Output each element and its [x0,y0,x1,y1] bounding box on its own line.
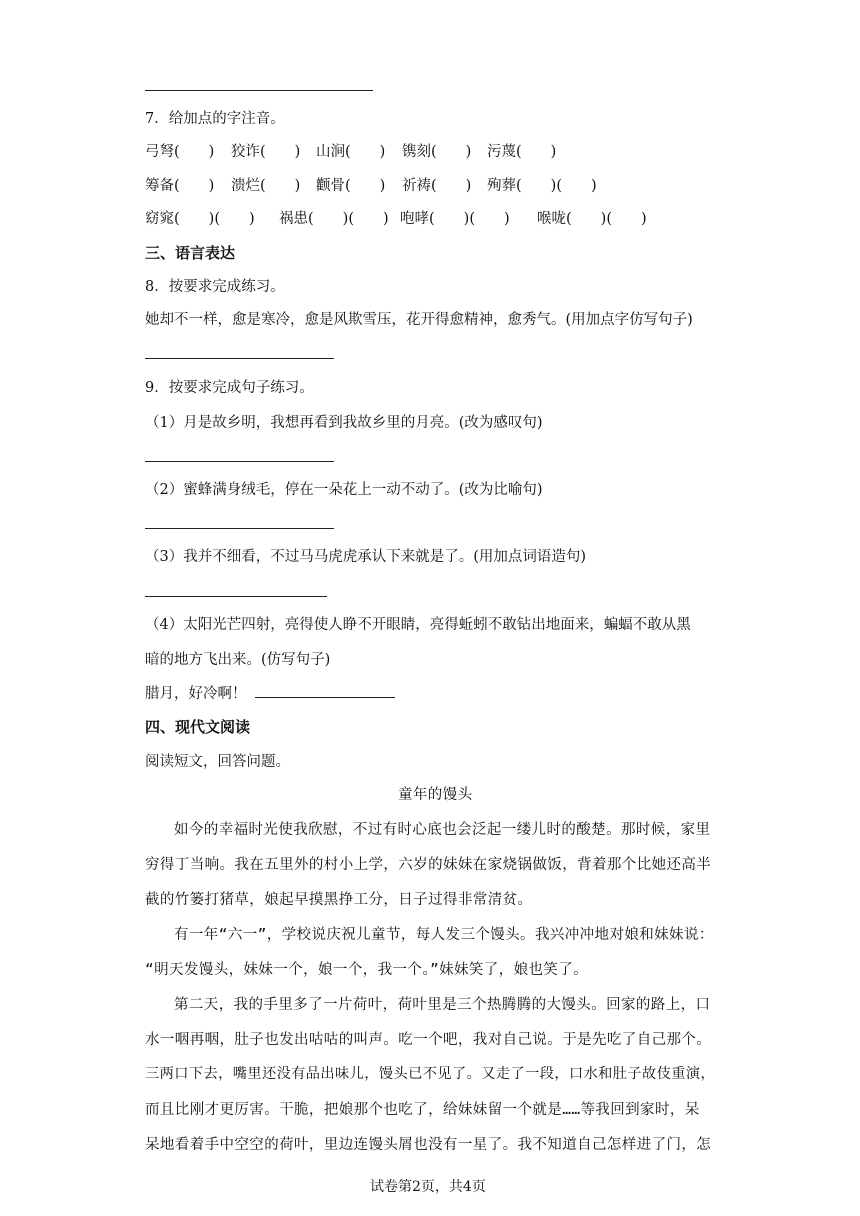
q7-title: 7．给加点的字注音。 [145,111,285,127]
section-4-heading: 四、现代文阅读 [145,718,251,736]
story-line: 而且比刚才更厉害。干脆，把娘那个也吃了，给妹妹留一个就是……等我回到家时，呆 [145,1102,700,1118]
q9-part2: （2）蜜蜂满身绒毛，停在一朵花上一动不动了。(改为比喻句) [145,482,543,498]
q9-part2-answer-line [145,528,334,529]
pinyin-item: 溃烂( ) [231,178,301,194]
story-title: 童年的馒头 [398,787,473,803]
q8-answer-line [145,358,334,359]
page-footer: 试卷第2页，共4页 [370,1179,486,1195]
story-line: “明天发馒头，妹妹一个，娘一个，我一个。”妹妹笑了，娘也笑了。 [145,962,589,978]
q8-text: 她却不一样，愈是寒冷，愈是风欺雪压，花开得愈精神，愈秀气。(用加点字仿写句子) [145,312,693,328]
pinyin-item: 颧骨( ) [316,178,386,194]
answer-line-top [145,90,373,91]
story-line: 截的竹篓打猪草，娘起早摸黑挣工分，日子过得非常清贫。 [145,892,533,908]
q9-part3-answer-line [145,596,327,597]
story-line: 有一年“六一”，学校说庆祝儿童节，每人发三个馒头。我兴冲冲地对娘和妹妹说： [174,927,714,943]
q9-part3: （3）我并不细看，不过马马虎虎承认下来就是了。(用加点词语造句) [145,549,587,565]
q9-part4-line1: （4）太阳光芒四射，亮得使人睁不开眼睛，亮得蚯蚓不敢钻出地面来，蝙蝠不敢从黑 [145,617,691,633]
pinyin-item: 污蔑( ) [487,144,557,160]
pinyin-item: 喉咙( )( ) [537,211,647,227]
q9-part1: （1）月是故乡明，我想再看到我故乡里的月亮。(改为感叹句) [145,415,543,431]
pinyin-item: 筹备( ) [145,178,215,194]
pinyin-item: 镌刻( ) [402,144,472,160]
q9-part4-prompt-text: 腊月，好冷啊！ [145,686,247,702]
reading-intro: 阅读短文，回答问题。 [145,754,290,770]
q9-part4-prompt [145,682,395,703]
story-line: 穷得丁当响。我在五里外的村小上学，六岁的妹妹在家烧锅做饭，背着那个比她还高半 [145,857,712,873]
pinyin-item: 祈祷( ) [402,178,472,194]
pinyin-item: 弓弩( ) [145,144,215,160]
pinyin-item: 窈窕( )( ) [145,211,255,227]
pinyin-item: 山涧( ) [316,144,386,160]
section-3-heading: 三、语言表达 [145,244,236,262]
pinyin-item: 狡诈( ) [231,144,301,160]
q9-part4-line2: 暗的地方飞出来。(仿写句子) [145,652,331,668]
story-line: 三两口下去，嘴里还没有品出味儿，馒头已不见了。又走了一段，口水和肚子故伎重演， [145,1066,716,1082]
story-line: 呆地看着手中空空的荷叶，里边连馒头屑也没有一星了。我不知道自己怎样进了门，怎 [145,1137,712,1153]
story-line: 如今的幸福时光使我欣慰，不过有时心底也会泛起一缕儿时的酸楚。那时候，家里 [174,822,711,838]
pinyin-item: 殉葬( )( ) [487,178,597,194]
q9-part1-answer-line [145,461,334,462]
q9-title: 9．按要求完成句子练习。 [145,380,314,396]
pinyin-item: 祸患( )( ) [279,211,389,227]
story-line: 水一咽再咽，肚子也发出咕咕的叫声。吃一个吧，我对自己说。于是先吃了自己那个。 [145,1032,712,1048]
q9-part4-answer-blank [255,683,395,698]
story-line: 第二天，我的手里多了一片荷叶，荷叶里是三个热腾腾的大馒头。回家的路上，口 [174,997,711,1013]
q8-title: 8．按要求完成练习。 [145,279,285,295]
pinyin-item: 咆哮( )( ) [400,211,510,227]
